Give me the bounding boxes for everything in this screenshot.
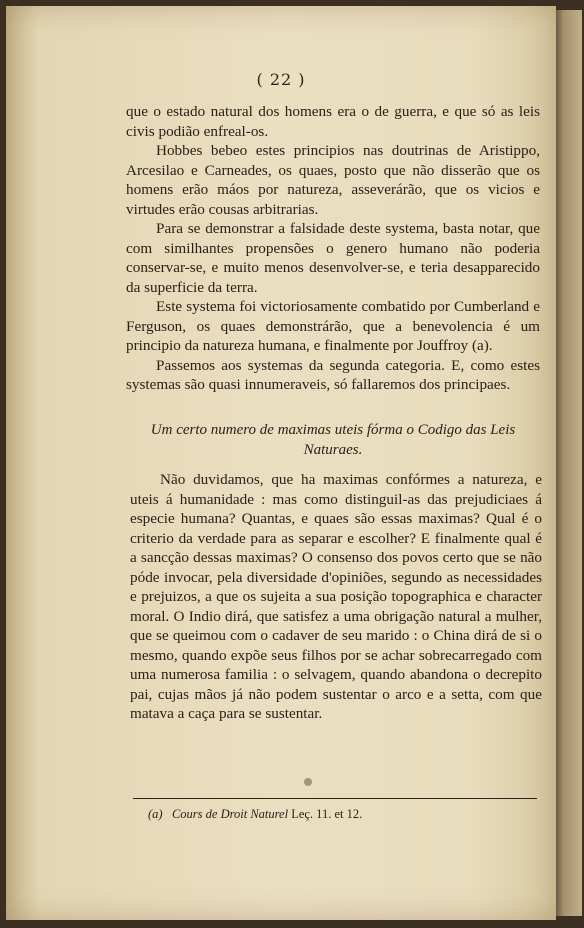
paragraph: Passemos aos systemas da segunda categoria. E, como estes systemas são quasi innumeraveis, só fallaremos dos principaes.	[126, 356, 540, 393]
paragraph: que o estado natural dos homens era o de guerra, e que só as leis civis podião enfreal-os.	[126, 103, 540, 140]
footnote-rule	[133, 798, 537, 799]
paragraph: Não duvidamos, que ha maximas confórmes a natureza, e uteis á humanidade : mas como distinguil-as das prejudiciaes á especie humana? Quantas, e quaes são essas maximas? Qual é o criterio da verdade para as separar e escolher? E finalmente qual é a sancção dessas maximas? O consenso dos povos certo que se não póde invocar, pela diversidade d'opiniões, segundo as necessidades e prejuizos, a que os sujeita a sua posição topographica e character moral. O Indio dirá, que satisfez a uma obrigação natural a mulher, que se queimou com o cadaver de seu marido : o China dirá de si o mesmo, quando expõe seus filhos por se achar sobrecarregado com uma numerosa familia : o selvagem, quando abandona o decrepito pai, cujas mãos já não podem sustentar o arco e a setta, com que matava a caça para se sustentar.	[130, 471, 542, 722]
ink-mark	[304, 778, 312, 786]
page-number: ( 22 )	[256, 70, 306, 89]
paragraph: Este systema foi victoriosamente combatido por Cumberland e Ferguson, os quaes demonstrárão, que a benevolencia é um principio da natureza humana, e finalmente por Jouffroy (a).	[126, 298, 540, 354]
footnote-marker: (a)	[148, 807, 163, 821]
paragraph: Para se demonstrar a falsidade deste systema, basta notar, que com similhantes propensões o genero humano não poderia conservar-se, e muito menos desenvolver-se, e teria desapparecido da superficie da terra.	[126, 220, 540, 296]
footnote-ref: Leç. 11. et 12.	[291, 807, 363, 821]
section-heading: Um certo numero de maximas uteis fórma o Codigo das Leis Naturaes.	[150, 422, 516, 458]
footnote	[148, 807, 528, 822]
paragraph: Hobbes bebeo estes principios nas doutrinas de Aristippo, Arcesilao e Carneades, os quaes, posto que não disserão que os homens erão máos por natureza, asseverárão, que os vicios e virtudes erão cousas arbitrarias.	[126, 142, 540, 218]
main-text	[126, 102, 540, 395]
section-text	[130, 470, 542, 724]
page-edge	[556, 10, 582, 916]
footnote-source: Cours de Droit Naturel	[171, 807, 289, 821]
